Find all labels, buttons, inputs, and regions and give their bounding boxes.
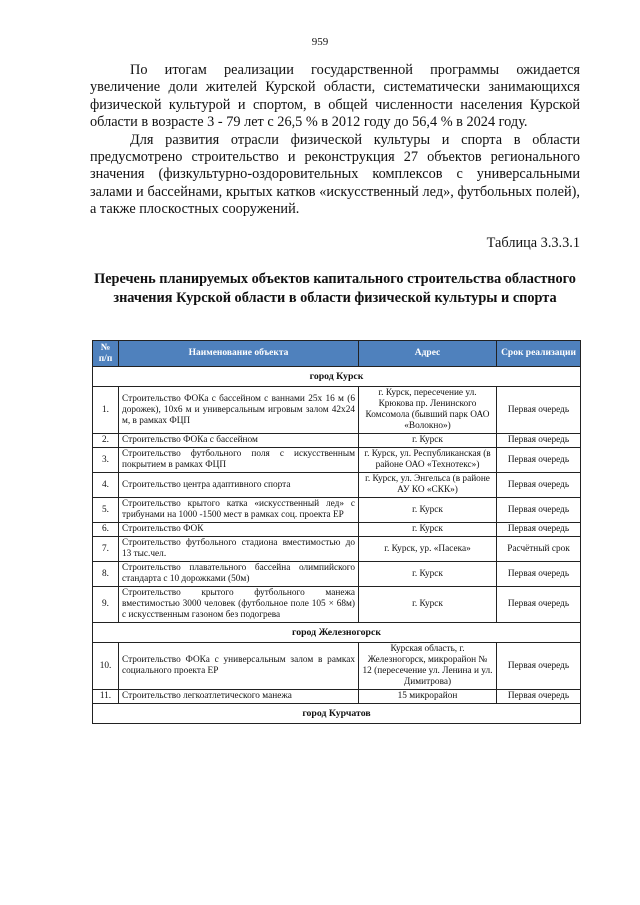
row-number: 8. <box>93 562 119 587</box>
row-number: 1. <box>93 387 119 434</box>
city-section-row <box>93 623 581 643</box>
row-number: 9. <box>93 587 119 623</box>
object-address: г. Курск <box>359 562 497 587</box>
row-number: 11. <box>93 690 119 704</box>
object-address: г. Курск <box>359 523 497 537</box>
object-name: Строительство крытого катка «искусственный лед» с трибунами на 1000 -1500 мест в рамках соц. проекта ЕР <box>119 498 359 523</box>
table-header-row <box>93 341 581 367</box>
object-name: Строительство легкоатлетического манежа <box>119 690 359 704</box>
implementation-term: Расчётный срок <box>497 537 581 562</box>
page-number: 959 <box>311 36 329 48</box>
implementation-term: Первая очередь <box>497 387 581 434</box>
city-section-row <box>93 367 581 387</box>
table-row <box>93 434 581 448</box>
implementation-term: Первая очередь <box>497 448 581 473</box>
row-number: 4. <box>93 473 119 498</box>
table-title: Перечень планируемых объектов капитального строительства областного значения Курской области в области физической культуры и спорта <box>94 271 576 306</box>
object-address: г. Курск, ул. Энгельса (в районе АУ КО «СКК») <box>359 473 497 498</box>
header-name: Наименование объекта <box>119 341 359 367</box>
row-number: 6. <box>93 523 119 537</box>
object-address: г. Курск, ул. Республиканская (в районе ОАО «Технотекс») <box>359 448 497 473</box>
object-name: Строительство ФОКа с бассейном <box>119 434 359 448</box>
row-number: 10. <box>93 643 119 690</box>
row-number: 7. <box>93 537 119 562</box>
row-number: 2. <box>93 434 119 448</box>
object-address: г. Курск, пересечение ул. Крюкова пр. Ленинского Комсомола (бывший парк ОАО «Волокно») <box>359 387 497 434</box>
table-row <box>93 523 581 537</box>
implementation-term: Первая очередь <box>497 498 581 523</box>
object-address: 15 микрорайон <box>359 690 497 704</box>
object-name: Строительство крытого футбольного манежа вместимостью 3000 человек (футбольное поле 105 × 68м) с искусственным газоном без подогрева <box>119 587 359 623</box>
implementation-term: Первая очередь <box>497 562 581 587</box>
object-name: Строительство ФОКа с бассейном с ваннами 25х 16 м (6 дорожек), 10х6 м и универсальным игровым залом 42х24 м, в рамках ФЦП <box>119 387 359 434</box>
header-num: № п/п <box>93 341 119 367</box>
row-number: 3. <box>93 448 119 473</box>
table-row <box>93 387 581 434</box>
table-body <box>93 367 581 724</box>
implementation-term: Первая очередь <box>497 587 581 623</box>
implementation-term: Первая очередь <box>497 643 581 690</box>
object-address: г. Курск <box>359 587 497 623</box>
object-address: Курская область, г. Железногорск, микрорайон № 12 (пересечение ул. Ленина и ул. Димитрова) <box>359 643 497 690</box>
object-address: г. Курск <box>359 434 497 448</box>
city-name: город Железногорск <box>93 623 581 643</box>
table-row <box>93 690 581 704</box>
object-name: Строительство плавательного бассейна олимпийского стандарта с 10 дорожками (50м) <box>119 562 359 587</box>
table-row <box>93 562 581 587</box>
object-name: Строительство ФОКа с универсальным залом в рамках социального проекта ЕР <box>119 643 359 690</box>
object-address: г. Курск <box>359 498 497 523</box>
intro-paragraph: По итогам реализации государственной программы ожидается увеличение доли жителей Курской области, систематически занимающихся физической культурой и спортом, в общей численности населения Курской области в возрасте 3 - 79 лет с 26,5 % в 2012 году до 56,4 % в 2024 году. <box>90 62 580 131</box>
implementation-term: Первая очередь <box>497 690 581 704</box>
header-term: Срок реализации <box>497 341 581 367</box>
objects-table <box>92 340 581 724</box>
table-row <box>93 498 581 523</box>
table-row <box>93 643 581 690</box>
object-name: Строительство ФОК <box>119 523 359 537</box>
table-row <box>93 448 581 473</box>
object-name: Строительство футбольного стадиона вместимостью до 13 тыс.чел. <box>119 537 359 562</box>
object-name: Строительство футбольного поля с искусственным покрытием в рамках ФЦП <box>119 448 359 473</box>
table-row <box>93 587 581 623</box>
table-row <box>93 537 581 562</box>
city-name: город Курчатов <box>93 704 581 724</box>
header-address: Адрес <box>359 341 497 367</box>
implementation-term: Первая очередь <box>497 434 581 448</box>
city-section-row <box>93 704 581 724</box>
object-address: г. Курск, ур. «Пасека» <box>359 537 497 562</box>
intro-text <box>90 62 580 219</box>
intro-paragraph: Для развития отрасли физической культуры и спорта в области предусмотрено строительство и реконструкция 27 объектов регионального значения (физкультурно-оздоровительных комплексов с универсальными залами и бассейнами, крытых катков «искусственный лед», футбольных полей), а также плоскостных сооружений. <box>90 131 580 218</box>
row-number: 5. <box>93 498 119 523</box>
object-name: Строительство центра адаптивного спорта <box>119 473 359 498</box>
implementation-term: Первая очередь <box>497 523 581 537</box>
implementation-term: Первая очередь <box>497 473 581 498</box>
table-row <box>93 473 581 498</box>
city-name: город Курск <box>93 367 581 387</box>
table-number: Таблица 3.3.3.1 <box>486 235 580 251</box>
